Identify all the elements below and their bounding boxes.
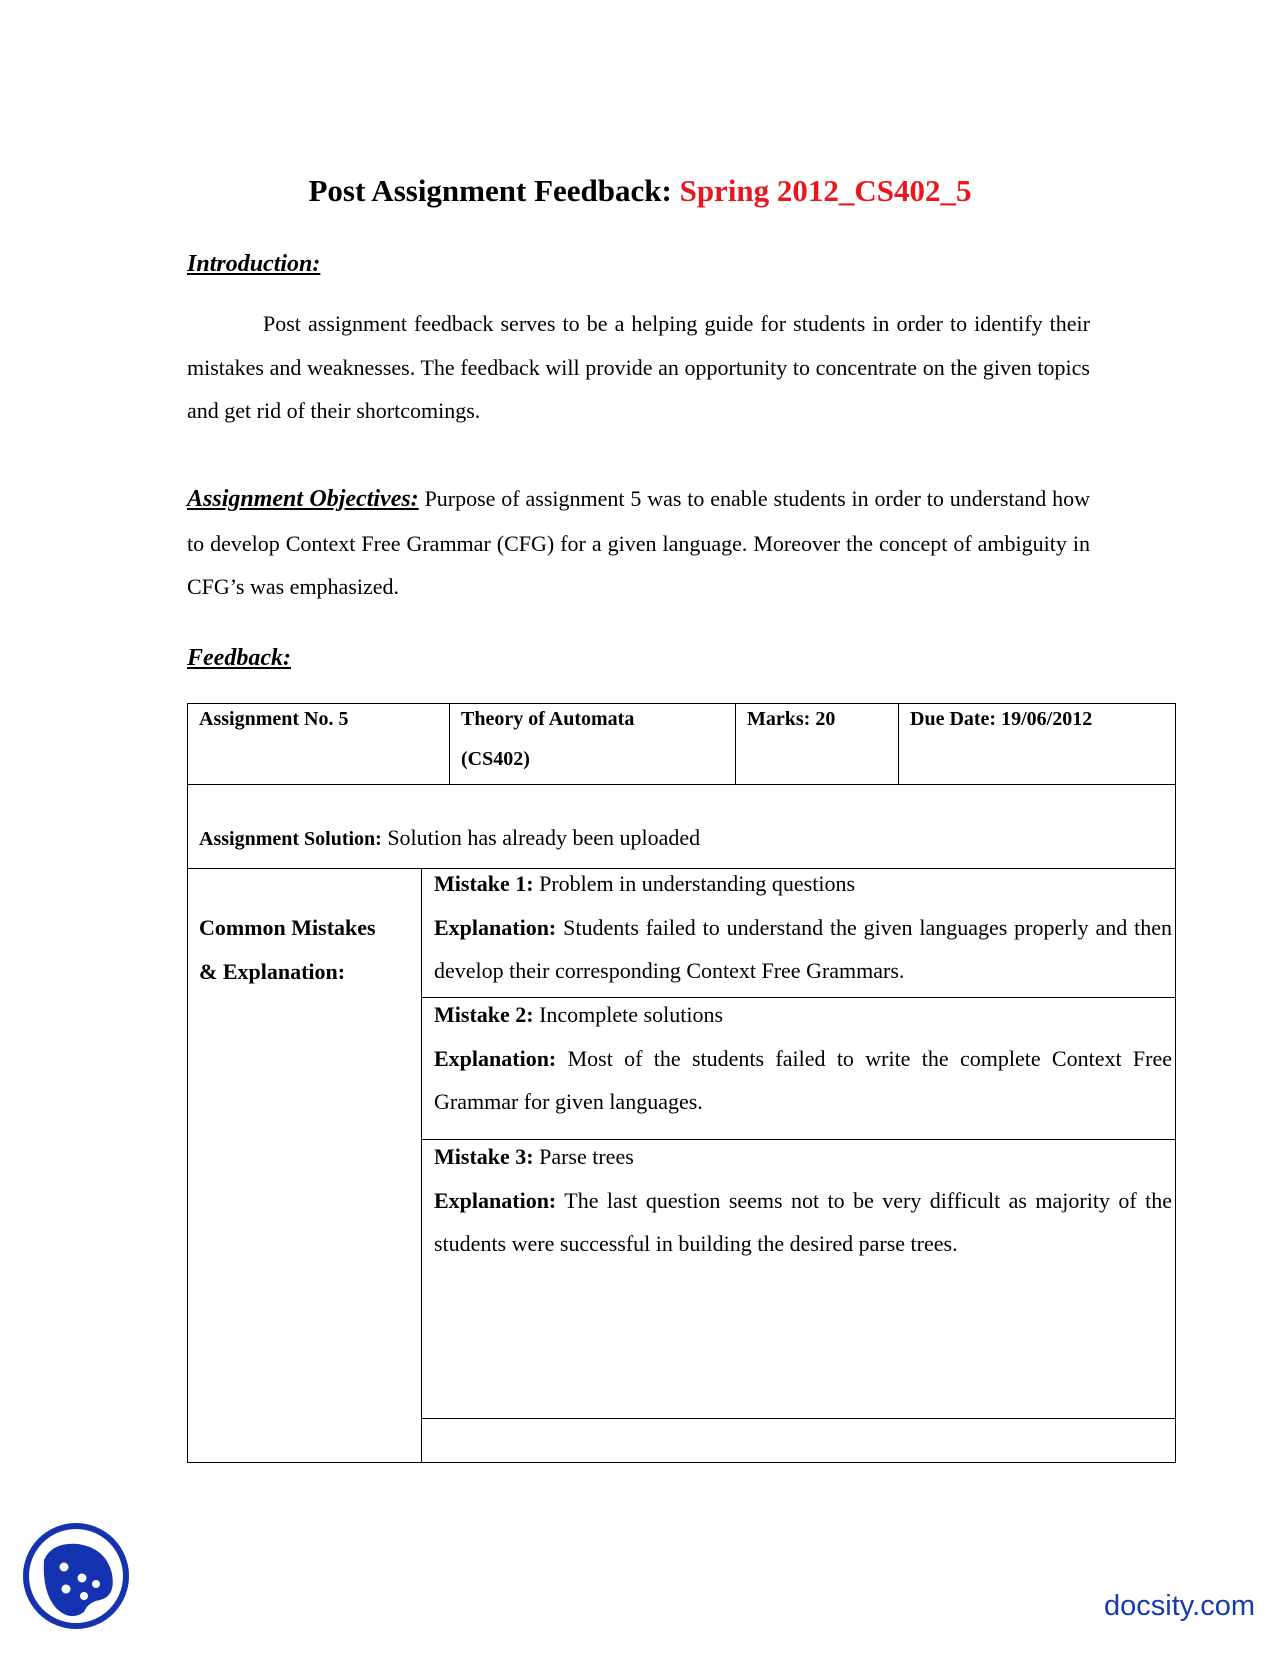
explanation-text: Most of the students failed to write the complete Context Free Grammar for given languages. [434,1045,1172,1114]
assignment-number: Assignment No. 5 [199,708,349,730]
solution-label: Assignment Solution: [199,828,382,850]
table-border-left [187,703,188,1463]
explanation-text: Students failed to understand the given languages properly and then develop their corresponding Context Free Grammars. [434,914,1172,983]
mistake-divider-3 [421,1418,1176,1419]
header-row-divider [187,784,1176,785]
marks: Marks: 20 [747,708,836,730]
title-highlight: Spring 2012_CS402_5 [679,173,972,208]
table-border-right [1175,703,1176,1463]
mistake-text: Problem in understanding questions [533,871,856,896]
objectives-heading: Assignment Objectives: [187,486,419,512]
table-border-bottom [187,1462,1176,1463]
feedback-heading: Feedback: [187,645,291,671]
title-prefix: Post Assignment Feedback: [308,173,680,208]
solution-row [199,818,700,859]
page-title [0,173,1280,209]
mistakes-col-divider [421,868,422,1463]
course-name: Theory of Automata [461,708,635,730]
header-col-divider-3 [898,703,899,785]
common-mistakes-line2: & Explanation: [199,958,346,984]
course-code: (CS402) [461,748,530,770]
objectives-text: Purpose of assignment 5 was to enable students in order to understand how to develop Context Free Grammar (CFG) for a given language. Moreover the concept of ambiguity in CFG’s was emphasized. [187,486,1091,599]
mistake-item [434,1135,1172,1266]
header-col-divider-1 [449,703,450,785]
mistake-label: Mistake 2: [434,1002,534,1027]
introduction-text: Post assignment feedback serves to be a helping guide for students in order to identify their mistakes and weaknesses. The feedback will provide an opportunity to concentrate on the given topics and get rid of their shortcomings. [187,311,1090,423]
docsity-brand[interactable]: docsity.com [1104,1590,1255,1622]
mistake-label: Mistake 1: [434,871,534,896]
explanation-label: Explanation: [434,1045,557,1071]
explanation-label: Explanation: [434,1187,557,1213]
mistake-label: Mistake 3: [434,1144,534,1169]
common-mistakes-label [199,906,376,993]
mistake-text: Parse trees [533,1144,634,1169]
due-date: Due Date: 19/06/2012 [910,708,1093,730]
explanation-text: The last question seems not to be very difficult as majority of the students were successful in building the desired parse trees. [434,1187,1172,1256]
mistake-item [434,993,1172,1124]
docsity-logo-icon [22,1522,130,1630]
mistake-item [434,862,1172,993]
explanation-label: Explanation: [434,914,557,940]
mistake-text: Incomplete solutions [533,1002,724,1027]
introduction-heading: Introduction: [187,251,321,277]
objectives-paragraph [187,477,1090,609]
common-mistakes-line1: Common Mistakes [199,915,376,940]
header-col-divider-2 [735,703,736,785]
solution-text: Solution has already been uploaded [381,825,701,850]
